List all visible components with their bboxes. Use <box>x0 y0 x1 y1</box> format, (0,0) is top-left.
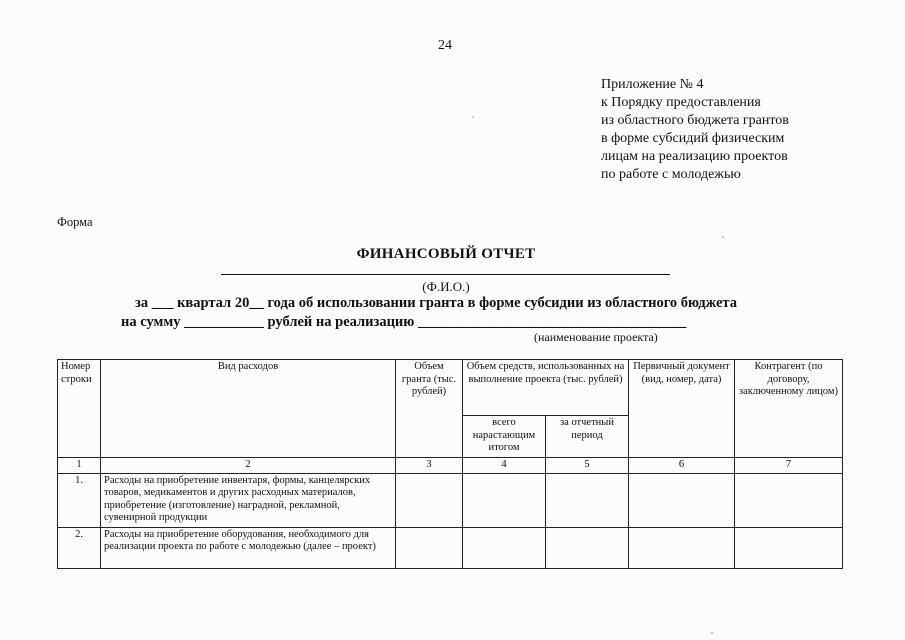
scan-speck <box>711 632 713 634</box>
table-row <box>58 527 843 568</box>
cell-primary-doc <box>629 473 735 527</box>
appendix-block <box>601 76 789 184</box>
header-row <box>58 360 843 416</box>
row-expense-text: Расходы на приобретение оборудования, необходимого для реализации проекта по работе с молодежью (далее – проект) <box>101 527 396 568</box>
scan-speck <box>472 116 474 118</box>
row-number: 1. <box>58 473 101 527</box>
appendix-line: из областного бюджета грантов <box>601 113 789 128</box>
row-expense-text: Расходы на приобретение инвентаря, формы, канцелярских товаров, медикаментов и других расходных материалов, приобретение (изготовление) наградной, рекламной, сувенирной продукции <box>101 473 396 527</box>
fio-underline <box>221 273 670 275</box>
appendix-line: в форме субсидий физическим <box>601 131 785 146</box>
document-title: ФИНАНСОВЫЙ ОТЧЕТ <box>356 246 536 262</box>
column-number: 3 <box>396 458 463 474</box>
sum-line: на сумму ___________ рублей на реализацию _____________________________________ <box>121 314 687 330</box>
cell-grant-volume <box>396 527 463 568</box>
header-expense-type: Вид расходов <box>101 360 396 458</box>
header-total-cumulative: всего нарастающим итогом <box>463 416 546 458</box>
column-number: 2 <box>101 458 396 474</box>
period-line: за ___ квартал 20__ года об использовании гранта в форме субсидии из областного бюджета <box>135 295 737 311</box>
column-number: 1 <box>58 458 101 474</box>
cell-counterparty <box>735 473 843 527</box>
header-primary-doc: Первичный документ (вид, номер, дата) <box>629 360 735 458</box>
scan-speck <box>722 236 724 238</box>
project-caption: (наименование проекта) <box>534 330 658 344</box>
column-number: 6 <box>629 458 735 474</box>
column-number-row <box>58 458 843 474</box>
column-number: 7 <box>735 458 843 474</box>
header-grant-volume: Объем гранта (тыс. рублей) <box>396 360 463 458</box>
appendix-line: по работе с молодежью <box>601 167 741 182</box>
cell-total-cumulative <box>463 473 546 527</box>
appendix-line: Приложение № 4 <box>601 77 704 92</box>
fio-caption: (Ф.И.О.) <box>422 279 470 294</box>
cell-counterparty <box>735 527 843 568</box>
cell-primary-doc <box>629 527 735 568</box>
cell-reporting-period <box>546 473 629 527</box>
cell-grant-volume <box>396 473 463 527</box>
appendix-line: к Порядку предоставления <box>601 95 761 110</box>
page-number: 24 <box>438 38 452 53</box>
header-row-number: Номер строки <box>58 360 101 458</box>
cell-reporting-period <box>546 527 629 568</box>
table-row <box>58 473 843 527</box>
column-number: 4 <box>463 458 546 474</box>
report-table <box>57 359 843 569</box>
appendix-line: лицам на реализацию проектов <box>601 149 788 164</box>
row-number: 2. <box>58 527 101 568</box>
form-label: Форма <box>57 215 93 229</box>
column-number: 5 <box>546 458 629 474</box>
cell-total-cumulative <box>463 527 546 568</box>
header-counterparty: Контрагент (по договору, заключенному лицом) <box>735 360 843 458</box>
header-reporting-period: за отчетный период <box>546 416 629 458</box>
header-funds-used: Объем средств, использованных на выполнение проекта (тыс. рублей) <box>463 360 629 416</box>
